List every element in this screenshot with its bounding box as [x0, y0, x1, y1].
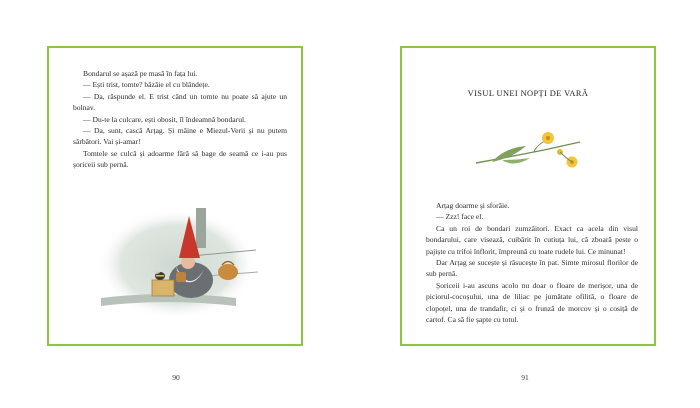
page-number-left: 90 — [172, 373, 180, 382]
left-paragraph: — Da, răspunde el. E trist când un tomte nu poate să ajute un bolnav. — [73, 91, 287, 113]
chapter-title: VISUL UNEI NOPȚI DE VARĂ — [467, 89, 589, 98]
right-page-text — [426, 200, 638, 325]
kettle — [218, 264, 238, 280]
left-paragraph: — Da, sunt, cască Arțag. Și mâine e Miezul-Verii și nu putem sărbători. Vai și-amar! — [73, 126, 287, 147]
bee-stripe — [156, 275, 164, 277]
left-page-text — [73, 68, 287, 171]
left-page — [47, 46, 303, 346]
gnome-illustration — [96, 198, 258, 323]
buttercup-flower — [542, 132, 554, 144]
left-paragraph: Bondarul se așază pe masă în fața lui. — [83, 69, 198, 78]
buttercup-illustration — [474, 118, 586, 178]
left-paragraph: — Ești trist, tomte? bâzâie el cu blândețe. — [83, 80, 210, 90]
stove-pipe — [196, 208, 206, 248]
bee-wing — [154, 270, 160, 274]
right-page — [400, 46, 656, 346]
left-paragraph: — Du-te la culcare, ești obosit, îl îndeamnă bondarul. — [83, 114, 247, 124]
page-number-right: 91 — [521, 373, 529, 382]
right-paragraph: Arțag doarme și sforăie. — [436, 201, 510, 210]
right-paragraph: Șoriceii i-au ascuns acolo nu doar o floare de merișor, una de piciorul-cocoșului, una de liliac pe jumătate ofilită, o floare de clopoțel, una de trandafir, ci și o frunză de morcov și o cosiță de cartof. Ca să fie șapte cu totul. — [426, 280, 638, 325]
left-paragraph: Tomtele se culcă și adoarme fără să bage de seamă ce i-au pus șoriceii sub pernă. — [73, 148, 287, 170]
right-paragraph: — Zzz! face el. — [436, 212, 484, 222]
gnome-cup — [176, 272, 186, 282]
matchbox — [152, 280, 174, 296]
flower-stem — [476, 142, 580, 163]
right-paragraph: Dar Arțag se sucește și răsucește în pat. Simte mirosul florilor de sub pernă. — [426, 258, 638, 279]
right-paragraph: Ca un roi de bondari zumzăitori. Exact ca acela din visul bondarului, care visează, cuibărit în cutiuța lui, că zboară peste o pajiște cu trifoi înflorit, împreună cu toate rudele lui. Ce minunat! — [426, 223, 638, 256]
flower-leaf — [502, 158, 530, 164]
